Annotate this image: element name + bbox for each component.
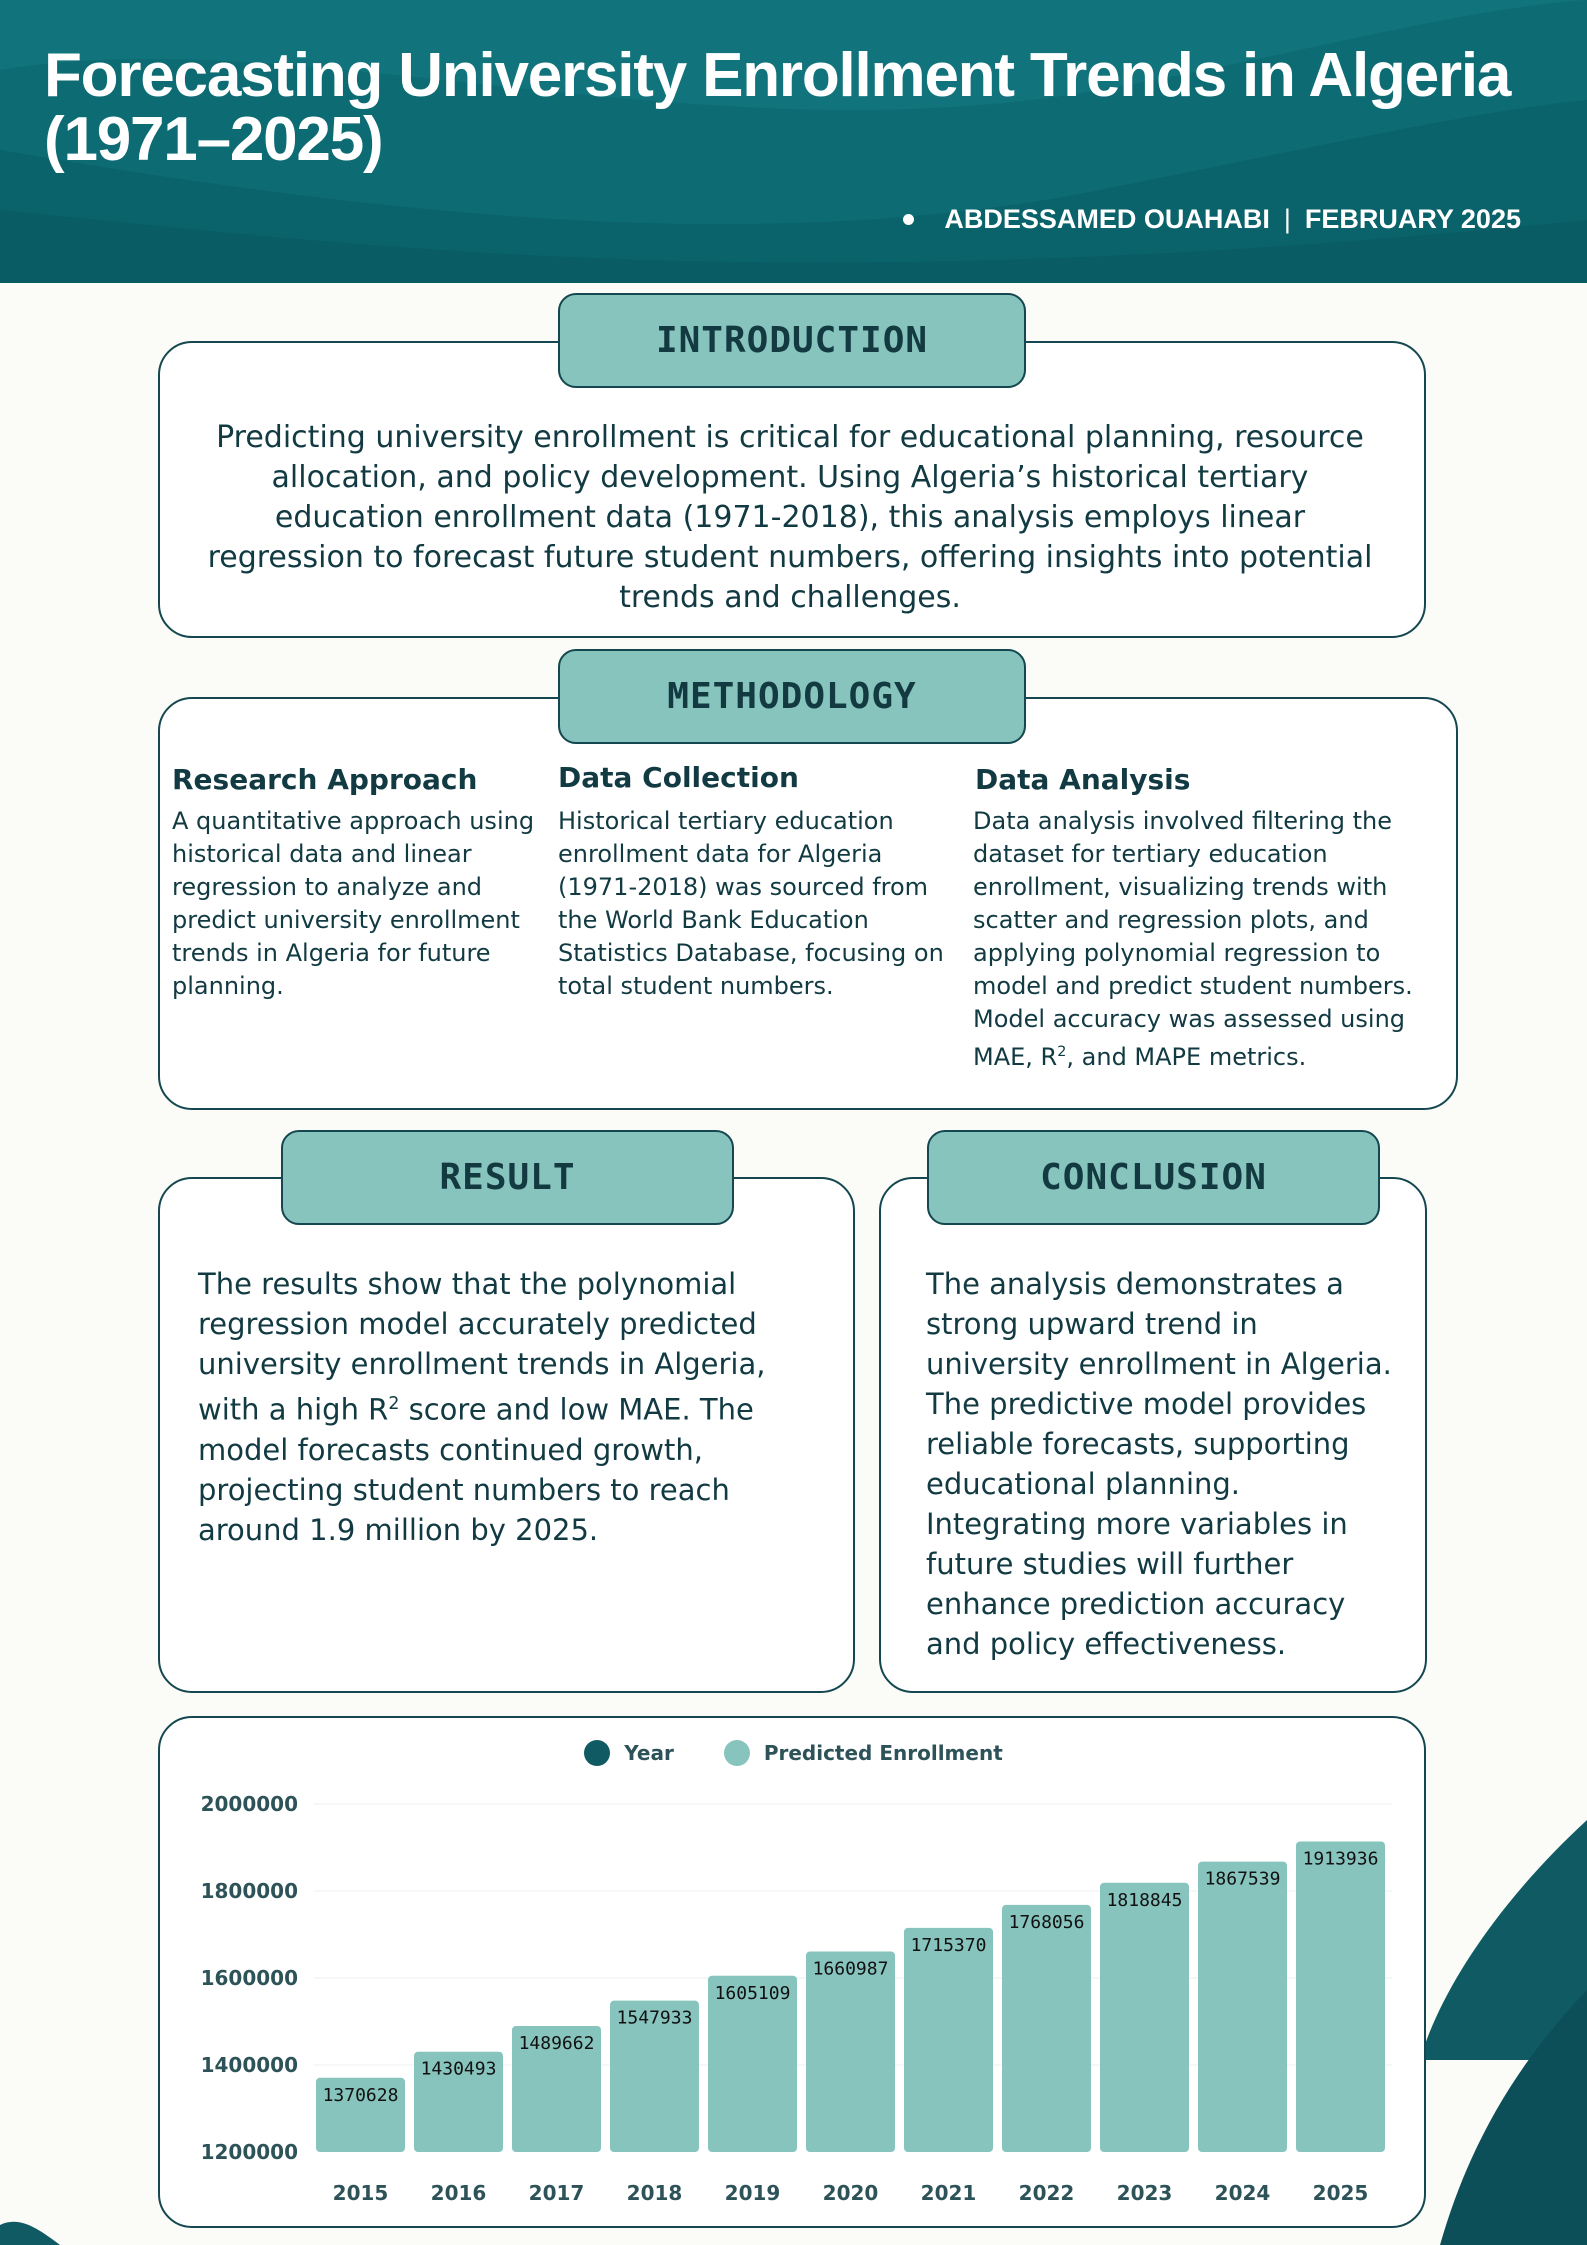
y-tick-label: 1200000 <box>200 2140 298 2164</box>
data-label: 1547933 <box>616 2007 693 2029</box>
bar <box>904 1928 993 2152</box>
data-label: 1818845 <box>1106 1889 1183 1911</box>
legend-label-year: Year <box>624 1741 674 1765</box>
x-tick-label: 2019 <box>724 2181 781 2205</box>
bar <box>1296 1841 1385 2152</box>
data-analysis-title: Data Analysis <box>975 763 1191 796</box>
x-tick-label: 2016 <box>430 2181 487 2205</box>
result-heading: RESULT <box>281 1130 734 1225</box>
data-label: 1715370 <box>910 1934 987 1956</box>
x-tick-label: 2025 <box>1312 2181 1369 2205</box>
legend-label-predicted: Predicted Enrollment <box>763 1741 1003 1765</box>
data-collection-title: Data Collection <box>558 761 799 794</box>
publication-date: FEBRUARY 2025 <box>1304 204 1521 234</box>
x-tick-label: 2020 <box>822 2181 879 2205</box>
x-tick-label: 2023 <box>1116 2181 1173 2205</box>
data-label: 1370628 <box>322 2084 399 2106</box>
data-label: 1768056 <box>1008 1911 1085 1933</box>
data-label: 1913936 <box>1302 1848 1379 1870</box>
y-tick-label: 1400000 <box>200 2053 298 2077</box>
data-analysis-text-a: Data analysis involved filtering the dataset for tertiary education enrollment, visualizing trends with scatter and regression plots, and applying polynomial regression to model and predict student numbers. Model accuracy was assessed using MAE, R <box>973 807 1413 1071</box>
methodology-heading: METHODOLOGY <box>558 649 1026 744</box>
conclusion-text: The analysis demonstrates a strong upward trend in university enrollment in Algeria. The predictive model provides reliable forecasts, supporting educational planning. Integrating more variables in future studies will further enhance prediction accuracy and policy effectiveness. <box>926 1267 1392 1661</box>
result-text-a: The results show that the polynomial regression model accurately predicted university enrollment trends in Algeria, with a high R <box>198 1267 766 1427</box>
data-label: 1660987 <box>812 1958 889 1980</box>
x-tick-label: 2018 <box>626 2181 683 2205</box>
x-tick-label: 2015 <box>332 2181 389 2205</box>
data-analysis-text-b: , and MAPE metrics. <box>1066 1043 1307 1071</box>
x-tick-label: 2024 <box>1214 2181 1271 2205</box>
introduction-heading: INTRODUCTION <box>558 293 1026 388</box>
bar <box>1100 1883 1189 2152</box>
author-name: ABDESSAMED OUAHABI <box>944 204 1270 234</box>
research-approach-title: Research Approach <box>172 763 478 796</box>
x-tick-label: 2022 <box>1018 2181 1075 2205</box>
y-tick-label: 1600000 <box>200 1966 298 1990</box>
x-tick-label: 2017 <box>528 2181 585 2205</box>
bar <box>1002 1905 1091 2152</box>
research-approach-text: A quantitative approach using historical data and linear regression to analyze and predict university enrollment trends in Algeria for future planning. <box>172 807 535 1000</box>
bar <box>806 1951 895 2152</box>
data-label: 1867539 <box>1204 1868 1281 1890</box>
conclusion-heading: CONCLUSION <box>927 1130 1380 1225</box>
y-tick-label: 1800000 <box>200 1879 298 1903</box>
x-tick-label: 2021 <box>920 2181 977 2205</box>
introduction-text: Predicting university enrollment is critical for educational planning, resource allocation, and policy development. Using Algeria’s historical tertiary education enrollment data (1971-2018), this analysis employs linear regression to forecast future student numbers, offering insights into potential trends and challenges. <box>207 420 1373 615</box>
superscript: 2 <box>388 1394 400 1414</box>
data-label: 1430493 <box>420 2058 497 2080</box>
superscript: 2 <box>1057 1044 1067 1060</box>
data-label: 1605109 <box>714 1982 791 2004</box>
result-text-b: score and low MAE. The model forecasts continued growth, projecting student numbers to reach around 1.9 million by 2025. <box>198 1392 754 1547</box>
data-label: 1489662 <box>518 2032 595 2054</box>
data-collection-text: Historical tertiary education enrollment data for Algeria (1971-2018) was sourced from the World Bank Education Statistics Database, focusing on total student numbers. <box>558 807 944 1000</box>
y-tick-label: 2000000 <box>200 1792 298 1816</box>
bar <box>1198 1862 1287 2152</box>
page-title: Forecasting University Enrollment Trends in Algeria (1971–2025) <box>44 41 1511 174</box>
byline-separator: | <box>1283 204 1291 234</box>
